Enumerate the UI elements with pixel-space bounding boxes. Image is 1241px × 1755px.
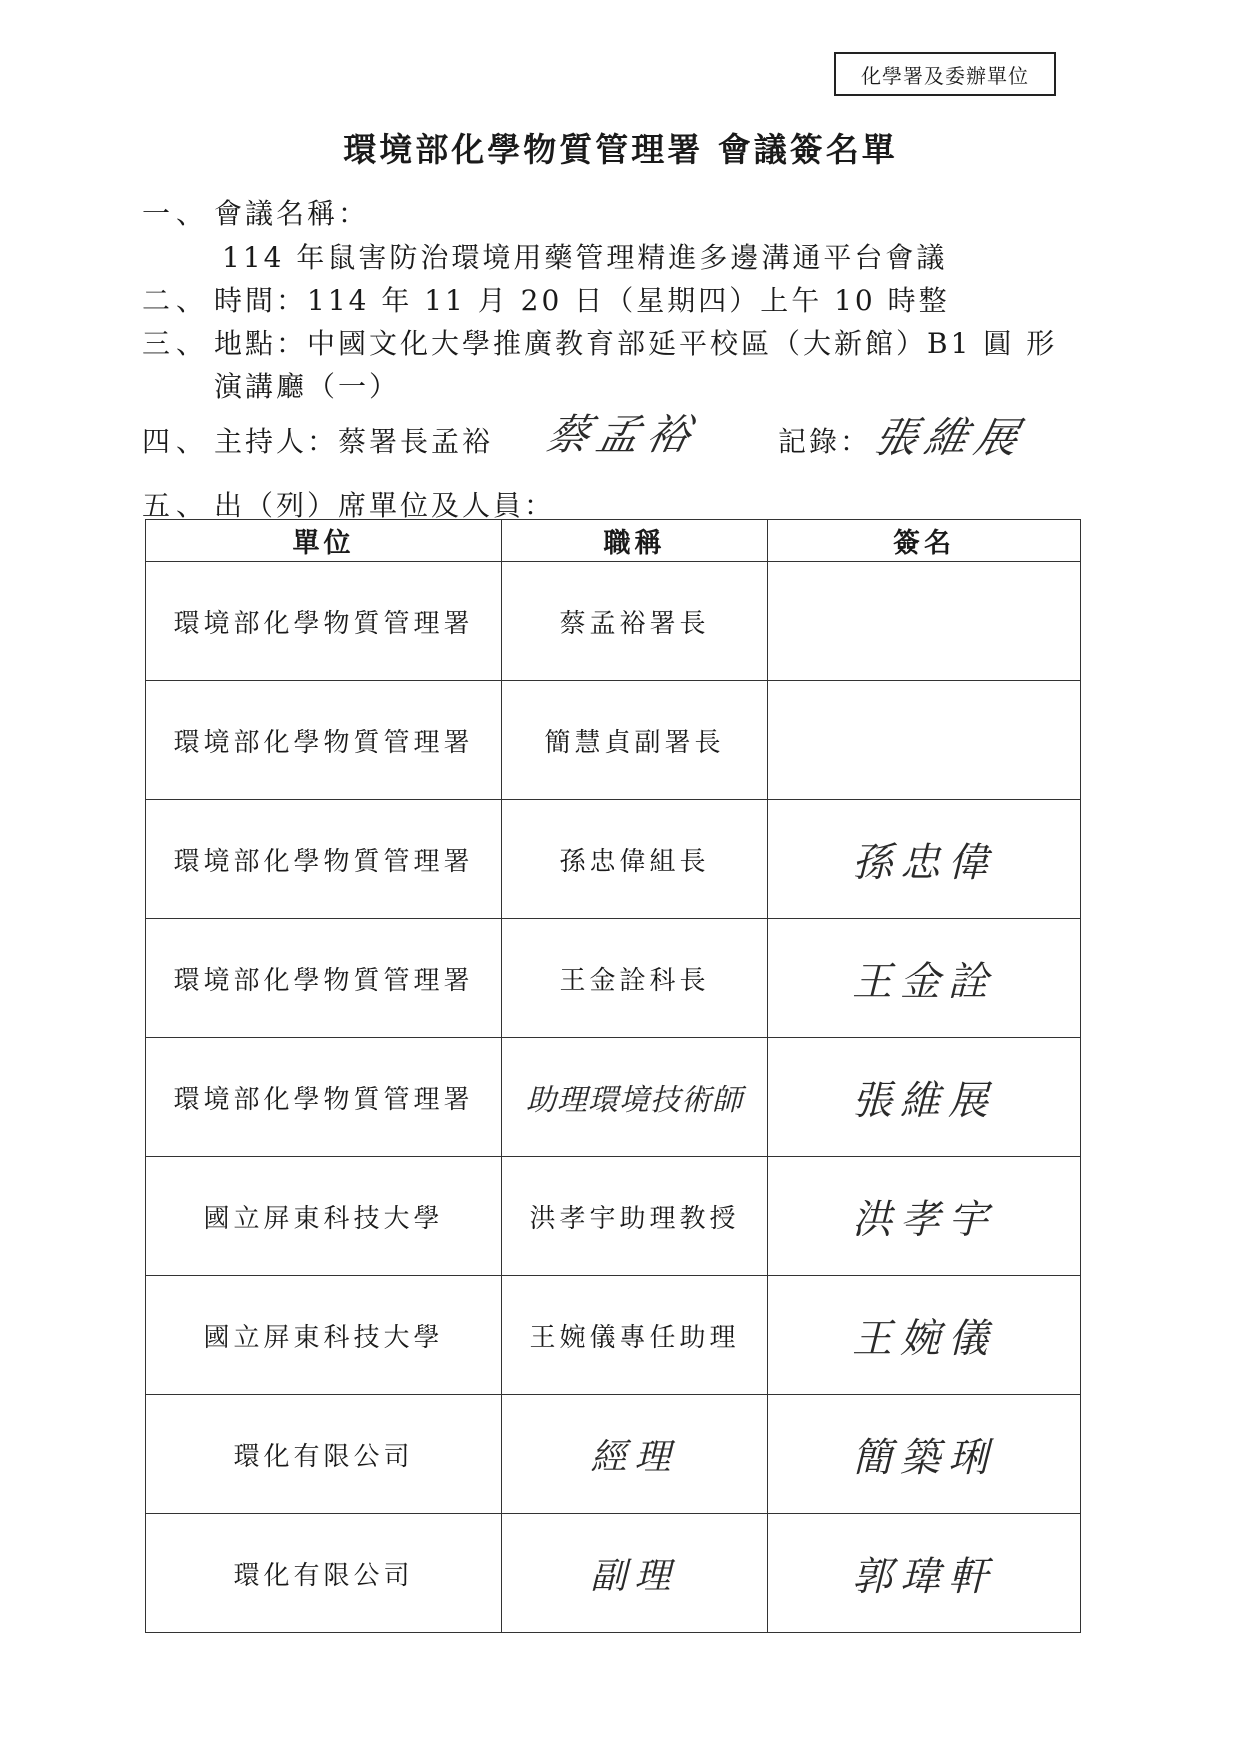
handwritten-title: 經理 (590, 1436, 679, 1478)
table-row (146, 562, 1081, 681)
unit-cell: 國立屏東科技大學 (146, 1157, 502, 1276)
handwritten-signature: 簡築琍 (852, 1434, 996, 1481)
meeting-name-label: 會議名稱： (214, 197, 370, 230)
unit-cell: 環境部化學物質管理署 (146, 800, 502, 919)
item-number: 四、 (142, 425, 211, 458)
signature-cell (768, 1157, 1081, 1276)
table-row (146, 1157, 1081, 1276)
item-number: 二、 (142, 284, 211, 317)
recorder-signature: 張維展 (870, 413, 1031, 462)
document-title: 環境部化學物質管理署 會議簽名單 (343, 130, 898, 169)
host-signature: 蔡孟裕 (542, 410, 703, 459)
signature-cell (768, 562, 1081, 681)
unit-cell: 環化有限公司 (146, 1395, 502, 1514)
attendees-label: 出（列）席單位及人員： (214, 489, 556, 522)
meeting-place-row (142, 322, 1057, 362)
meeting-place: 地點：中國文化大學推廣教育部延平校區（大新館）B1 圓 形 (214, 327, 1058, 360)
title-cell: 蔡孟裕署長 (502, 562, 768, 681)
table-row (146, 681, 1081, 800)
item-number: 三、 (142, 327, 211, 360)
item-number: 五、 (142, 489, 211, 522)
handwritten-signature: 王婉儀 (852, 1315, 996, 1362)
unit-cell: 環境部化學物質管理署 (146, 1038, 502, 1157)
signature-cell (768, 1395, 1081, 1514)
signature-cell (768, 800, 1081, 919)
handwritten-signature: 孫忠偉 (852, 839, 996, 886)
unit-cell: 環境部化學物質管理署 (146, 919, 502, 1038)
title-cell: 簡慧貞副署長 (502, 681, 768, 800)
header-title: 職稱 (502, 520, 768, 562)
unit-cell: 環境部化學物質管理署 (146, 681, 502, 800)
signature-cell (768, 681, 1081, 800)
title-cell: 王婉儀專任助理 (502, 1276, 768, 1395)
table-header-row (146, 520, 1081, 562)
handwritten-signature: 張維展 (852, 1077, 996, 1124)
attendees-row (142, 484, 555, 524)
handwritten-title: 副理 (590, 1555, 679, 1597)
handwritten-signature: 洪孝宇 (852, 1196, 996, 1243)
title-cell (502, 1514, 768, 1633)
table-row (146, 919, 1081, 1038)
table-row (146, 1276, 1081, 1395)
unit-cell: 國立屏東科技大學 (146, 1276, 502, 1395)
host-label: 主持人：蔡署長孟裕 (214, 425, 494, 458)
table-row (146, 1514, 1081, 1633)
item-number: 一、 (142, 197, 211, 230)
handwritten-title: 助理環境技術師 (526, 1083, 743, 1118)
unit-tag: 化學署及委辦單位 (834, 52, 1056, 96)
signature-cell (768, 1038, 1081, 1157)
title-cell: 孫忠偉組長 (502, 800, 768, 919)
meeting-place-continued: 演講廳（一） (214, 370, 401, 403)
meeting-name-row (142, 192, 369, 232)
unit-cell: 環境部化學物質管理署 (146, 562, 502, 681)
host-row (142, 420, 493, 460)
handwritten-signature: 王金詮 (852, 958, 996, 1005)
meeting-name-value: 114 年鼠害防治環境用藥管理精進多邊溝通平台會議 (222, 241, 948, 274)
unit-cell: 環化有限公司 (146, 1514, 502, 1633)
recorder-label: 記錄： (778, 425, 872, 458)
title-cell (502, 1395, 768, 1514)
attendance-table (145, 519, 1081, 1633)
meeting-time-row (142, 279, 950, 319)
signature-cell (768, 1514, 1081, 1633)
table-row (146, 800, 1081, 919)
table-row (146, 1395, 1081, 1514)
handwritten-signature: 郭瑋軒 (852, 1553, 996, 1600)
header-unit: 單位 (146, 520, 502, 562)
header-signature: 簽名 (768, 520, 1081, 562)
signature-cell (768, 1276, 1081, 1395)
signature-cell (768, 919, 1081, 1038)
meeting-time: 時間：114 年 11 月 20 日（星期四）上午 10 時整 (214, 284, 950, 317)
title-cell (502, 1038, 768, 1157)
title-cell: 王金詮科長 (502, 919, 768, 1038)
title-cell: 洪孝宇助理教授 (502, 1157, 768, 1276)
table-row (146, 1038, 1081, 1157)
